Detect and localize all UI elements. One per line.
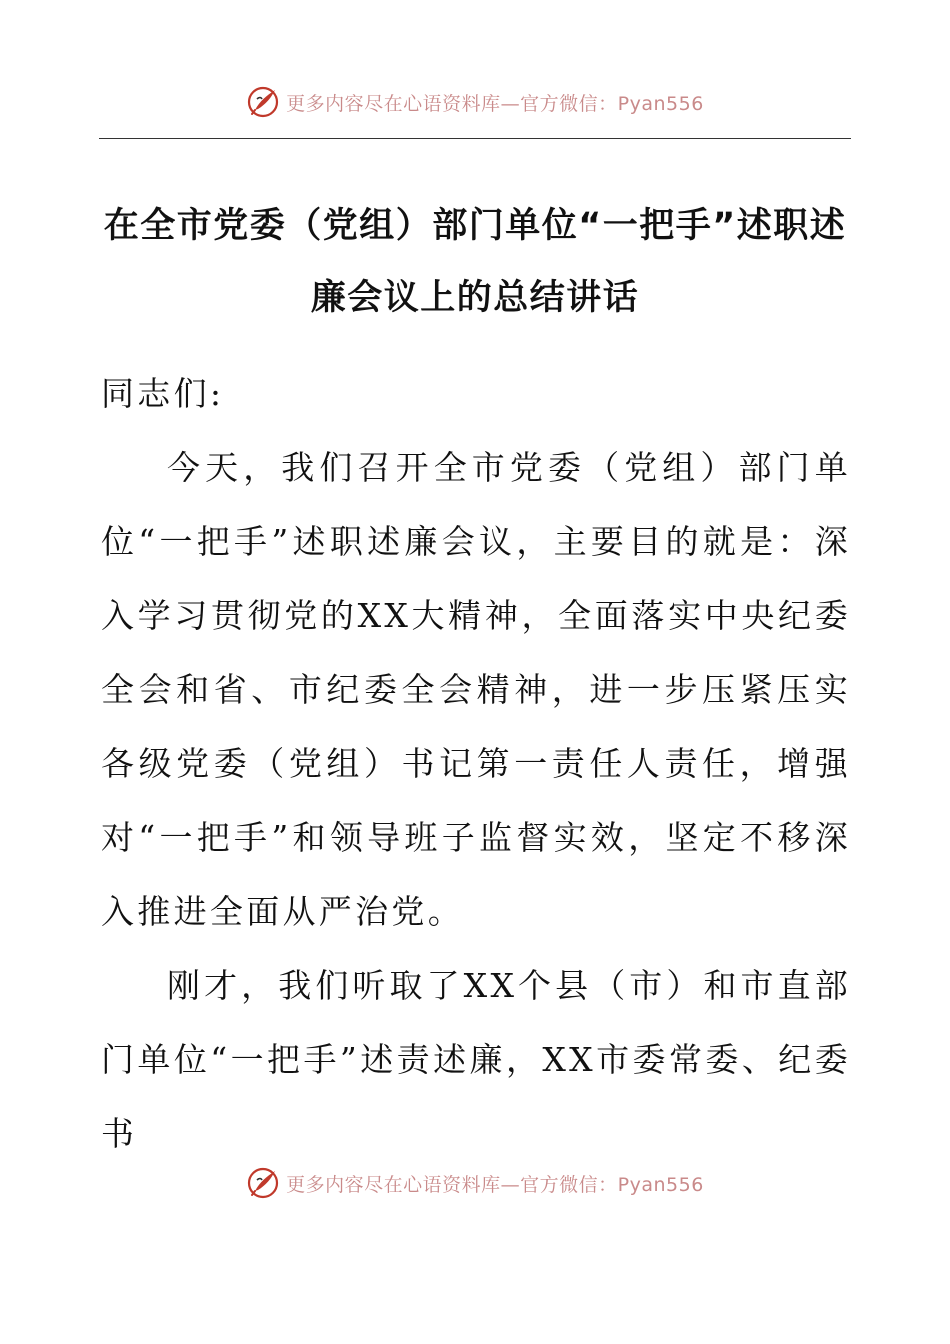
paragraph-2: 刚才，我们听取了XX个县（市）和市直部门单位“一把手”述责述廉，XX市委常委、纪委书 (101, 966, 851, 1153)
watermark-text: 更多内容尽在心语资料库—官方微信： (286, 1173, 618, 1196)
salutation: 同志们: (101, 374, 225, 413)
header-watermark (0, 82, 950, 122)
watermark-text: 更多内容尽在心语资料库—官方微信： (286, 92, 618, 115)
watermark-id: Pyan556 (617, 1173, 704, 1196)
watermark (246, 1166, 704, 1200)
quill-logo-icon (246, 1166, 280, 1200)
paragraph-1: 今天，我们召开全市党委（党组）部门单位“一把手”述职述廉会议，主要目的就是：深入学习贯彻党的XX大精神，全面落实中央纪委全会和省、市纪委全会精神，进一步压紧压实各级党委（党组）书记第一责任人责任，增强对“一把手”和领导班子监督实效，坚定不移深入推进全面从严治党。 (101, 448, 851, 931)
document-body (101, 357, 851, 1171)
header-divider (99, 138, 851, 139)
footer-watermark (0, 1163, 950, 1203)
document-title: 在全市党委（党组）部门单位“一把手”述职述廉会议上的总结讲话 (103, 206, 847, 318)
watermark (246, 85, 704, 119)
quill-logo-icon (246, 85, 280, 119)
watermark-id: Pyan556 (617, 92, 704, 115)
